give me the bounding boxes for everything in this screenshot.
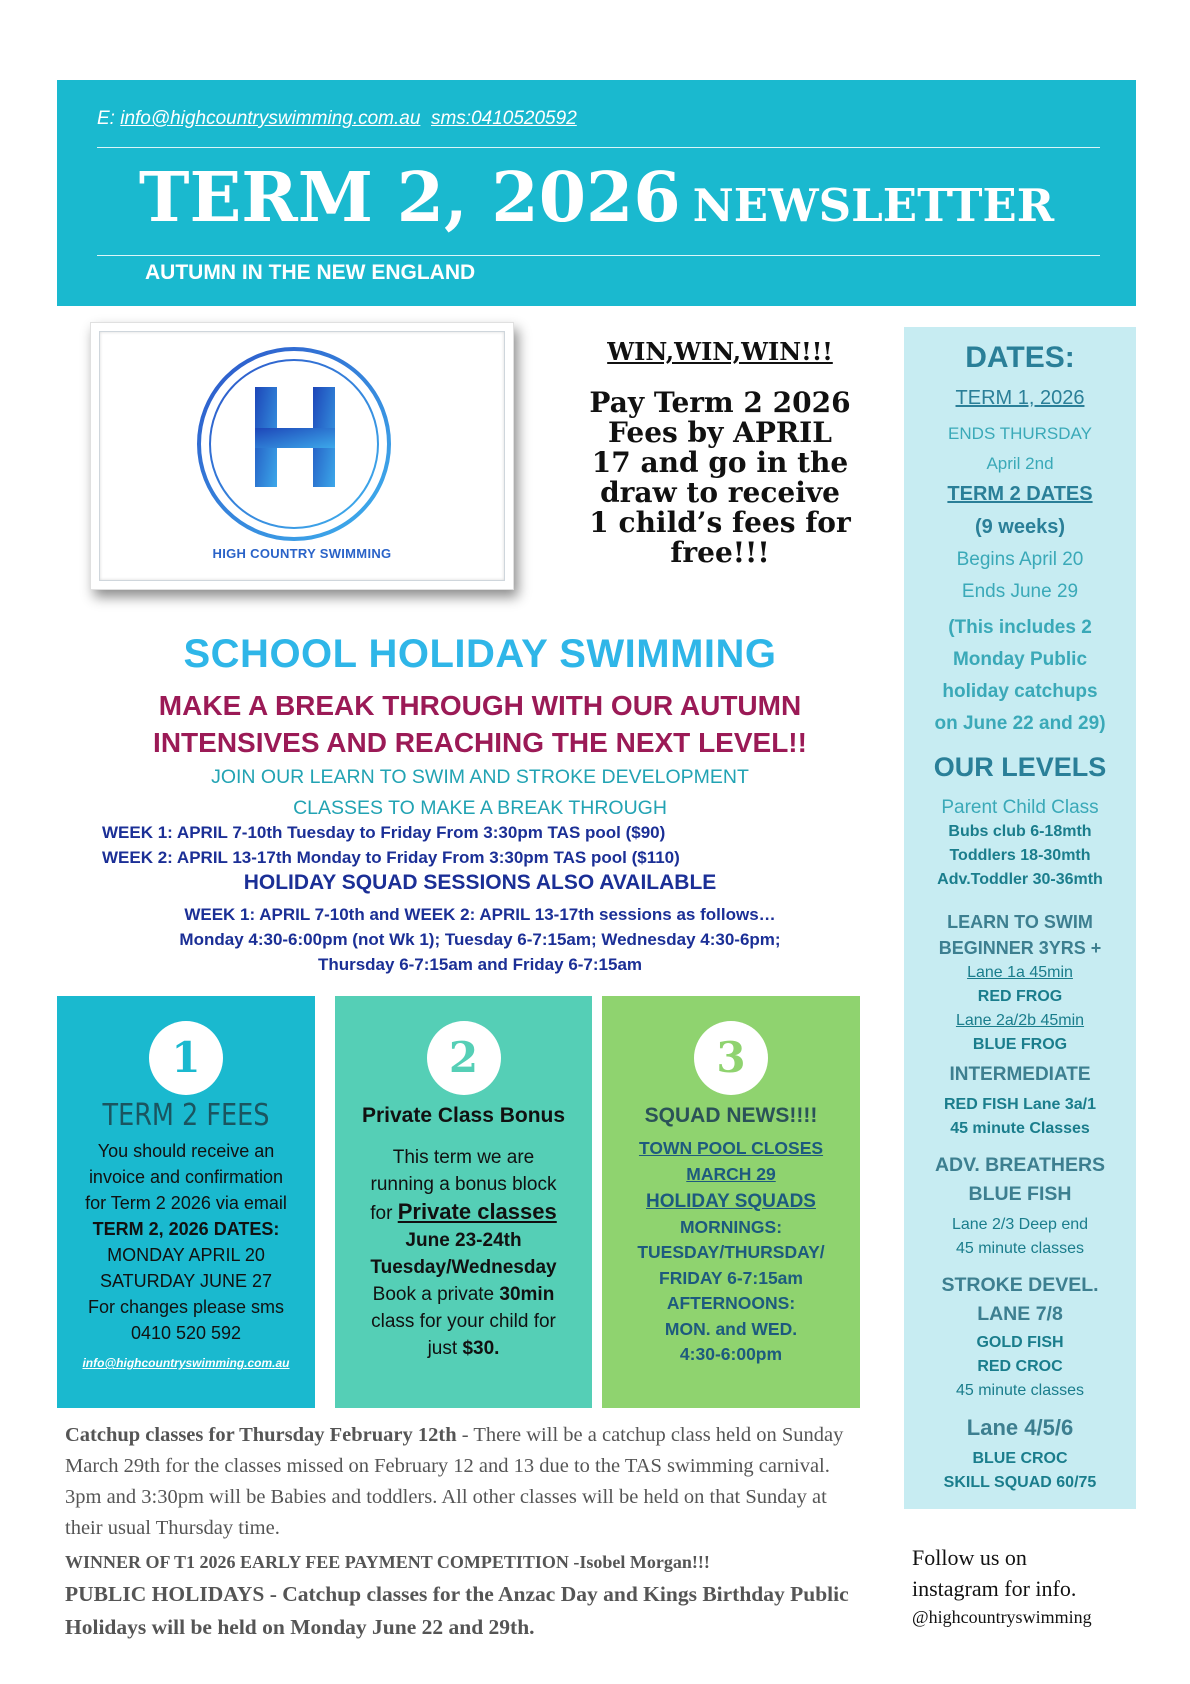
win-text	[570, 388, 870, 568]
stroke-heading-line: LANE 7/8	[977, 1303, 1063, 1325]
title-suffix: NEWSLETTER	[692, 179, 1055, 232]
logo-caption: HIGH COUNTRY SWIMMING	[212, 546, 392, 561]
lts-heading-line: LEARN TO SWIM	[947, 912, 1093, 932]
win-line: 17 and go in the	[591, 446, 849, 479]
term2-fees-box	[57, 996, 315, 1408]
box3-closes-line: MARCH 29	[686, 1163, 776, 1184]
box2-line: running a bonus block	[370, 1174, 557, 1195]
box2-days: Tuesday/Wednesday	[370, 1257, 557, 1278]
term2-note	[904, 612, 1136, 740]
join-line: JOIN OUR LEARN TO SWIM AND STROKE DEVELOPMENT	[211, 766, 749, 788]
follow-line: instagram for info.	[912, 1576, 1077, 1601]
adv-heading-line: BLUE FISH	[968, 1183, 1072, 1205]
box1-date-line: SATURDAY JUNE 27	[99, 1271, 273, 1291]
title-main: TERM 2, 2026	[138, 158, 681, 238]
squad-line: Monday 4:30-6:00pm (not Wk 1); Tuesday 6-7:15am; Wednesday 4:30-6pm;	[179, 930, 781, 949]
join-text	[110, 762, 850, 824]
page-title	[57, 158, 1136, 238]
parent-child-heading: Parent Child Class	[941, 797, 1099, 818]
red-frog-label: RED FROG	[977, 988, 1063, 1005]
level-item: Bubs club 6-18mth	[948, 823, 1092, 840]
email-link[interactable]: info@highcountryswimming.com.au	[120, 108, 421, 129]
level-item: RED FISH Lane 3a/1	[943, 1096, 1097, 1113]
term2-note-line: holiday catchups	[942, 681, 1098, 702]
box2-line8-pre: just	[427, 1338, 458, 1359]
dates-sidebar	[904, 327, 1136, 1509]
box1-date-line: For changes please sms	[87, 1297, 285, 1317]
term2-note-line: (This includes 2	[948, 617, 1092, 638]
contact-line	[97, 108, 577, 130]
catchup-paragraph	[65, 1420, 855, 1544]
box3-number: 3	[694, 1021, 768, 1095]
squad-news-box	[602, 996, 860, 1408]
box1-dates-heading: TERM 2, 2026 DATES:	[92, 1219, 280, 1239]
level-item: 45 minute classes	[955, 1240, 1085, 1257]
term2-note-line: on June 22 and 29)	[934, 713, 1106, 734]
box1-line: for Term 2 2026 via email	[85, 1193, 287, 1213]
box2-line: This term we are	[392, 1147, 535, 1168]
level-item: 45 minute Classes	[950, 1120, 1090, 1137]
follow-text	[912, 1542, 1142, 1604]
level-item: 45 minute classes	[955, 1382, 1085, 1399]
adv-breathers-heading	[904, 1151, 1136, 1209]
lts-heading-line: BEGINNER 3YRS +	[938, 938, 1102, 958]
box3-line: 4:30-6:00pm	[679, 1344, 783, 1364]
level-item: GOLD FISH	[976, 1334, 1064, 1351]
parent-child-items	[904, 820, 1136, 892]
logo-card	[90, 322, 514, 590]
logo-h-bar	[255, 428, 335, 448]
header-divider-bottom	[97, 255, 1100, 256]
level-item: SKILL SQUAD 60/75	[943, 1474, 1097, 1491]
win-heading: WIN,WIN,WIN!!!	[607, 337, 833, 366]
box2-price: $30.	[462, 1338, 500, 1359]
subtitle-line: INTENSIVES AND REACHING THE NEXT LEVEL!!	[153, 727, 807, 758]
box3-line: AFTERNOONS:	[666, 1293, 796, 1313]
box1-date-line: 0410 520 592	[130, 1323, 242, 1343]
squad-sessions-lines	[70, 902, 890, 977]
term2-note-line: Monday Public	[952, 649, 1088, 670]
intermediate-heading: INTERMEDIATE	[949, 1064, 1091, 1085]
levels-heading: OUR LEVELS	[933, 752, 1107, 782]
page-subtitle: AUTUMN IN THE NEW ENGLAND	[145, 261, 476, 284]
box2-line3-pre: for	[370, 1203, 393, 1224]
box1-line: You should receive an	[97, 1141, 275, 1161]
win-line: Fees by APRIL	[608, 416, 832, 449]
squad-line: Thursday 6-7:15am and Friday 6-7:15am	[317, 955, 643, 974]
box3-line: MORNINGS:	[679, 1216, 783, 1237]
week1-line: WEEK 1: APRIL 7-10th Tuesday to Friday From 3:30pm TAS pool ($90)	[102, 823, 666, 842]
level-item: Lane 2/3 Deep end	[951, 1216, 1089, 1233]
win-line: 1 child’s fees for	[589, 506, 851, 539]
box3-line: TUESDAY/THURSDAY/	[637, 1242, 825, 1262]
box2-dates: June 23-24th	[405, 1230, 522, 1251]
box1-title: TERM 2 FEES	[102, 1098, 270, 1133]
school-holiday-subtitle	[70, 687, 890, 761]
box3-holiday-heading: HOLIDAY SQUADS	[646, 1191, 816, 1212]
header-divider-top	[97, 147, 1100, 148]
level-item: Adv.Toddler 30-36mth	[937, 871, 1103, 888]
school-holiday-title: SCHOOL HOLIDAY SWIMMING	[183, 632, 777, 676]
adv-heading-line: ADV. BREATHERS	[934, 1154, 1106, 1176]
blue-frog-label: BLUE FROG	[972, 1036, 1068, 1053]
box2-body	[341, 1144, 586, 1362]
lts-heading	[904, 909, 1136, 961]
squad-line: WEEK 1: APRIL 7-10th and WEEK 2: APRIL 13-17th sessions as follows…	[184, 905, 776, 924]
private-class-box	[335, 996, 592, 1408]
follow-line: Follow us on	[912, 1545, 1027, 1570]
lane2-label: Lane 2a/2b 45min	[955, 1012, 1085, 1029]
term1-ends: ENDS THURSDAY	[948, 424, 1092, 443]
header-banner	[57, 80, 1136, 306]
catchup-heading: Catchup classes for Thursday February 12th	[65, 1424, 457, 1446]
contact-prefix: E:	[97, 108, 115, 129]
box3-body	[608, 1136, 854, 1368]
box3-closes-line: TOWN POOL CLOSES	[638, 1138, 824, 1158]
adv-items	[904, 1213, 1136, 1261]
term2-heading: TERM 2 DATES	[947, 483, 1093, 505]
term2-ends: Ends June 29	[961, 581, 1079, 602]
box3-title: SQUAD NEWS!!!!	[644, 1104, 818, 1127]
box2-line6-pre: Book a private	[372, 1284, 495, 1305]
private-classes-link[interactable]: Private classes	[397, 1199, 557, 1224]
dates-heading: DATES:	[965, 341, 1075, 374]
stroke-heading	[904, 1271, 1136, 1329]
term2-weeks: (9 weeks)	[974, 516, 1066, 538]
instagram-handle[interactable]: @highcountryswimming	[912, 1607, 1092, 1627]
box1-line: invoice and confirmation	[88, 1167, 284, 1187]
winner-line: WINNER OF T1 2026 EARLY FEE PAYMENT COMPETITION -Isobel Morgan!!!	[65, 1552, 710, 1572]
subtitle-line: MAKE A BREAK THROUGH WITH OUR AUTUMN	[158, 690, 802, 721]
box2-duration: 30min	[499, 1284, 555, 1305]
join-line: CLASSES TO MAKE A BREAK THROUGH	[293, 797, 667, 819]
win-line: Pay Term 2 2026	[589, 386, 851, 419]
catchup-text: - There will be a catchup class held on Sunday March 29th for the classes missed on February 12 and 13 due to the TAS swimming carnival. 3pm and 3:30pm will be Babies and toddlers. All other classes will be held on that Sunday at their usual Thursday time.	[65, 1424, 844, 1539]
box1-number: 1	[149, 1021, 223, 1095]
box3-line: FRIDAY 6-7:15am	[659, 1267, 803, 1288]
box1-email-link[interactable]: info@highcountryswimming.com.au	[82, 1356, 290, 1370]
box1-date-line: MONDAY APRIL 20	[107, 1245, 265, 1265]
level-item: Toddlers 18-30mth	[949, 847, 1091, 864]
lane456-items	[904, 1447, 1136, 1495]
win-line: draw to receive	[600, 476, 840, 509]
box2-line: class for your child for	[371, 1311, 556, 1332]
box1-body	[63, 1138, 309, 1346]
term1-heading: TERM 1, 2026	[955, 387, 1085, 409]
level-item: RED CROC	[977, 1358, 1063, 1375]
sms-link[interactable]: sms:0410520592	[430, 108, 577, 129]
stroke-heading-line: STROKE DEVEL.	[941, 1274, 1099, 1296]
box3-line: MON. and WED.	[664, 1318, 798, 1339]
term2-begins: Begins April 20	[956, 549, 1084, 570]
logo-graphic	[100, 332, 504, 580]
squad-sessions-heading: HOLIDAY SQUAD SESSIONS ALSO AVAILABLE	[243, 871, 717, 894]
lts-items	[904, 961, 1136, 1057]
level-item: BLUE CROC	[972, 1450, 1068, 1467]
stroke-items	[904, 1331, 1136, 1403]
win-line: free!!!	[670, 536, 770, 569]
week2-line: WEEK 2: APRIL 13-17th Monday to Friday From 3:30pm TAS pool ($110)	[102, 848, 680, 867]
box2-title: Private Class Bonus	[361, 1104, 566, 1127]
term1-date: April 2nd	[986, 454, 1054, 473]
lane1a-label: Lane 1a 45min	[967, 964, 1073, 981]
box2-number: 2	[427, 1021, 501, 1095]
public-holidays-paragraph: PUBLIC HOLIDAYS - Catchup classes for the Anzac Day and Kings Birthday Public Holidays will be held on Monday June 22 and 29th.	[65, 1582, 849, 1639]
lane456-heading: Lane 4/5/6	[966, 1415, 1074, 1440]
logo-frame	[99, 331, 505, 581]
intermediate-items	[904, 1093, 1136, 1141]
